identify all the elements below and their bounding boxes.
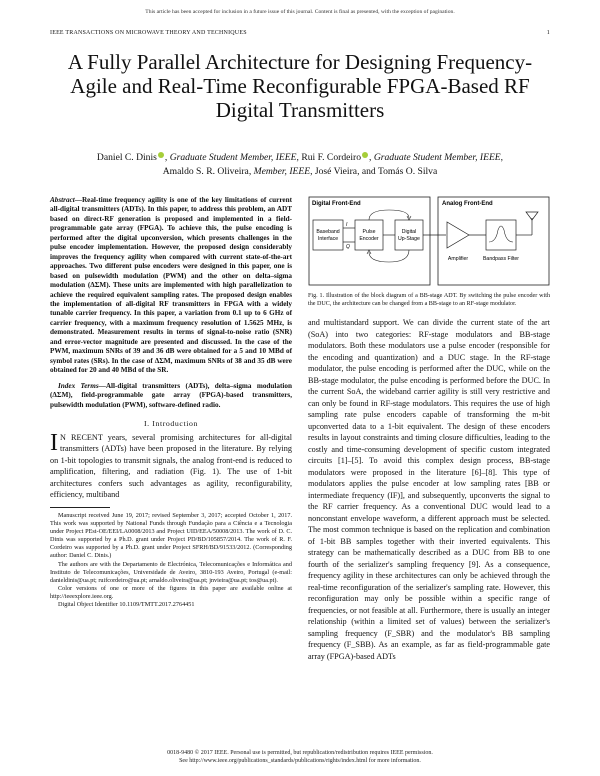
footnote-separator (50, 507, 110, 508)
author-name: Daniel C. Dinis (96, 152, 157, 163)
footnote-manuscript: Manuscript received June 19, 2017; revised September 3, 2017; accepted October 1, 2017. This work was supported by National Funds through Fundação para a Ciência e a Tecnologia under Project PEst-OE/EEI/LA0008/2013 and Project UID/EEA/50008/2013. The work of D. C. Dinis was supported by a Ph.D. grant under Project PD/BD/105857/2014. The work of R. F. Cordeiro was supported by a Ph.D. grant under Project SFRH/BD/91533/2012. (Corresponding author: Daniel C. Dinis.) (50, 511, 292, 560)
acceptance-notice: This article has been accepted for inclusion in a future issue of this journal. Content is final as presented, with the exception of pagination. (145, 9, 455, 15)
figure-caption: Fig. 1. Illustration of the block diagram of a BB-stage ADT. By switching the pulse encoder with the DUC, the architecture can be changed from a BB-stage to an RF-stage modulator. (308, 293, 550, 307)
pulse-label-1: Pulse (362, 229, 376, 235)
drop-cap: I (50, 429, 58, 456)
author-role: Graduate Student Member, IEEE (169, 152, 297, 163)
index-terms-text: —All-digital transmitters (ADTs), delta–sigma modulation (ΔΣM), field-programmable gate array (FPGA)-based transmitters, pulsewidth modulation (PWM), software-defined radio. (50, 381, 292, 409)
index-terms (50, 382, 292, 410)
paper-title: A Fully Parallel Architecture for Designing Frequency-Agile and Real-Time Reconfigurable FPGA-Based RF Digital Transmitters (67, 50, 533, 122)
running-head (50, 30, 550, 36)
intro-paragraph (50, 429, 292, 501)
rights-link[interactable]: See http://www.ieee.org/publications_standards/publications/rights/index.html for more information. (179, 758, 421, 764)
intro-text: N RECENT years, several promising architectures for all-digital transmitters (ADTs) have been proposed in the literature. By relying on 1-bit topologies to transmit signals, the analog front-end is reduced to amplification, filtering, and radiation (Fig. 1). The use of 1-bit architectures confers such advantages as agility, reconfigurability, efficiency, multiband (50, 432, 292, 500)
dfe-label: Digital Front-End (312, 201, 361, 207)
author-name: Amaldo S. R. Oliveira (162, 166, 249, 177)
author-list: Daniel C. Dinis , Graduate Student Member, IEEE, Rui F. Cordeiro , Graduate Student Member, IEEE, Amaldo S. R. Oliveira, Member, IEEE, José Vieira, and Tomás O. Silva (96, 152, 504, 177)
author-name: Tomás O. Silva (377, 166, 438, 177)
figure-1 (308, 196, 550, 289)
afe-label: Analog Front-End (442, 201, 493, 207)
abstract-label: Abstract (50, 196, 75, 204)
copyright-line: 0018-9480 © 2017 IEEE. Personal use is permitted, but republication/redistribution requires IEEE permission. (167, 750, 433, 756)
block-diagram (308, 196, 550, 289)
upstage-label-2: Up-Stage (398, 236, 420, 242)
upstage-label-1: Digital (401, 229, 417, 235)
author-role: Graduate Student Member, IEEE (373, 152, 501, 163)
author-name: José Vieira (314, 166, 358, 177)
abstract (50, 196, 292, 376)
q-label: Q (346, 244, 350, 250)
swap-arrow-top (369, 210, 409, 220)
orcid-icon[interactable] (362, 152, 368, 158)
swap-arrow-bottom (369, 250, 409, 262)
amplifier-label: Amplifier (447, 256, 469, 262)
digital-upstage-box (395, 220, 423, 250)
intro-continued: and multistandard support. We can divide the current state of the art (SoA) into two categories: RF-stage modulators and BB-stage modulators. Both these modulators use a pulse encoder (responsible for the encoding and quantization) and a DUC stage. In the RF-stage modulator, the pulse encoding is performed after the DUC, while on the BB-stage modulator, the pulse encoding is performed before the DUC. In the current SoA, the wideband carrier agility is still very restrictive and can only be found in RF-stage modulators. This requires the use of high sampling rate pulse encoders capable of transforming the m-bit upconverted data to a 1-bit equivalent. The design of these encoders results in layout constraints and timing closure difficulties, leading to the costly and time-consuming development of specific custom integrated circuits [1]–[5]. To avoid this complex design process, BB-stage modulators were proposed in the literature [6]–[8]. This type of modulators applies the pulse encoder at low sampling rates [BB or intermediate frequency (IF)], and subsequently, upconverts the signal to the RF carrier frequency. As a conventional DUC would lead to a nonconstant envelope waveform, a different approach must be selected. The most common technique is based on the replication and combination of 1-bit BB samples together with their inverted equivalents. This strategy can be mathematically described as a DUC from BB to one fourth of the serializer's sampling frequency [9]. As a consequence, frequency agility in these architectures can only be achieved through the real-time reconfiguration of the serializer's sampling rate. However, this reconfiguration may only be possible within a specific range of frequencies, or not feasible at all. Furthermore, there is usually an integer relationship (within a limited set of values) between the serializer's sampling frequency (F_SBR) and the modulator's BB sampling frequency (F_SBB). As an example, as far as field-programmable gate array (FPGA)-based ADTs (308, 318, 550, 661)
author-name: Rui F. Cordeiro (301, 152, 362, 163)
abstract-text: —Real-time frequency agility is one of the key limitations of current all-digital transmitters (ADTs). In this paper, to address this problem, an ADT based on direct-RF generation is proposed and implemented in a field-programmable gate array (FPGA). To achieve this, the pulse encoding is performed after the digital upconversion, which presents challenges in the pulse encoder implementation. However, the proposed design considerably improves the frequency agility when compared with current state-of-the-art approaches. Two different pulse encoders were designed in this paper, one is based on pulsewidth modulation (PWM) and the other on delta–sigma modulation (ΔΣM). These units are implemented with high parallelization to achieve the required equivalent sampling rates. The proposed design enables the implementation of all-digital RF transmitters in FPGA with a widely tunable carrier frequency. In this paper, a variation from 0.1 up to 6 GHz of carrier frequency, with a maximum frequency resolution of 1.5625 MHz, is demonstrated. Measurement results in terms of signal-to-noise ratio (SNR) and error-vector magnitude are presented and discussed. In the case of the PWM, maximum SNRs of 39 and 36 dB were obtained for a 5 and 10 MBd of symbol rates (SRs). In the case of ΔΣM, maximum SNRs of 38 and 35 dB were obtained for 20 and 40 MBd of the SR. (50, 196, 292, 375)
journal-name: IEEE TRANSACTIONS ON MICROWAVE THEORY AND TECHNIQUES (50, 30, 247, 36)
footnotes (50, 512, 292, 609)
pulse-label-2: Encoder (359, 236, 379, 242)
i-label: I (346, 222, 348, 228)
page-number: 1 (546, 30, 550, 36)
index-terms-label: Index Terms (58, 381, 99, 390)
baseband-box (313, 220, 343, 250)
bandpass-label: Bandpass Filter (482, 256, 520, 262)
footnote-doi: Digital Object Identifier 10.1109/TMTT.2017.2764451 (58, 601, 195, 608)
right-column (308, 196, 550, 662)
baseband-label-1: Baseband (316, 229, 340, 235)
left-column (50, 196, 292, 609)
pulse-encoder-box (355, 220, 383, 250)
footnote-affiliation: The authors are with the Departamento de Electrónica, Telecomunicações e Informática and Instituto de Telecomunicações, Universidade de Aveiro, 3810-193 Aveiro, Portugal (e-mail: danieldinis@ua.pt; ruifcordeiro@ua.pt; arnaldo.oliveira@ua.pt; jnvieira@ua.pt; tos@ua.pt). (50, 560, 292, 584)
page-footer (0, 749, 600, 765)
section-heading: I. Introduction (143, 418, 199, 428)
amplifier-icon (447, 222, 469, 248)
orcid-icon[interactable] (158, 152, 164, 158)
author-role: Member, IEEE (253, 166, 311, 177)
baseband-label-2: Interface (317, 236, 339, 242)
footnote-color: Color versions of one or more of the figures in this paper are available online at http://ieeexplore.ieee.org. (50, 584, 292, 600)
bandpass-filter-box (486, 220, 516, 250)
